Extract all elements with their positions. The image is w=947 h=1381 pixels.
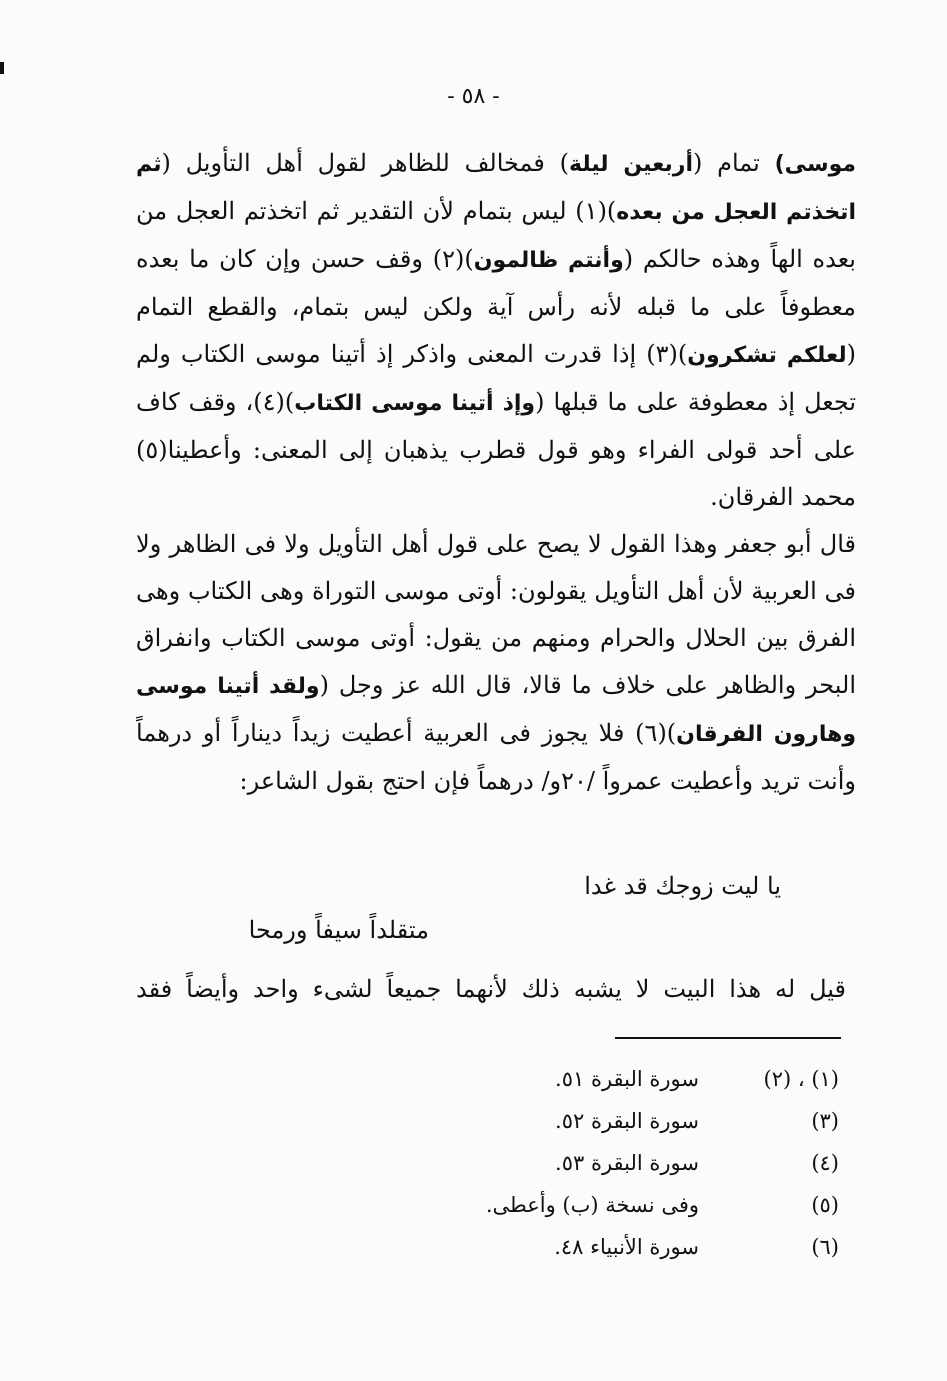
- quran-quote: ولقد أتينا موسى وهارون الفرقان: [136, 674, 857, 747]
- text-run: )(٦) فلا يجوز فى العربية أعطيت زيداً ديناراً أو درهماً وأنت تريد وأعطيت عمرواً /٢٠و/ درهماً فإن احتج بقول الشاعر:: [136, 719, 856, 795]
- text-run: ) فمخالف للظاهر لقول أهل التأويل (: [161, 149, 569, 177]
- main-text: [136, 140, 856, 805]
- footnote-number: (٥): [811, 1193, 839, 1217]
- scan-edge-mark: [0, 62, 4, 74]
- footnote: [486, 1100, 839, 1142]
- paragraph-1: [136, 140, 856, 521]
- text-run: تمام (: [693, 149, 775, 177]
- footnote-text: سورة البقرة ٥١.: [555, 1067, 699, 1091]
- quran-quote: لعلكم تشكرون: [687, 343, 847, 368]
- footnote: [486, 1142, 839, 1184]
- quran-quote: أربعين ليلة: [569, 152, 694, 177]
- footnote-number: (٤): [811, 1151, 839, 1175]
- footnote-number: (٣): [811, 1109, 839, 1133]
- footnote-text: سورة الأنبياء ٤٨.: [554, 1235, 699, 1259]
- verse-line-2: متقلداً سيفاً ورمحا: [248, 916, 429, 944]
- footnote: [486, 1226, 839, 1268]
- footnote: [486, 1184, 839, 1226]
- closing-line: قيل له هذا البيت لا يشبه ذلك لأنهما جميعاً لشىء واحد وأيضاً فقد: [136, 975, 846, 1003]
- footnote: [486, 1058, 839, 1100]
- footnote-text: وفى نسخة (ب) وأعطى.: [485, 1193, 699, 1217]
- verse-line-1: يا ليت زوجك قد غدا: [584, 872, 781, 900]
- footnote-text: سورة البقرة ٥٣.: [555, 1151, 699, 1175]
- paragraph-2: [136, 521, 856, 805]
- footnote-number: (١) ، (٢): [763, 1067, 839, 1091]
- text-run: قال أبو جعفر وهذا القول لا يصح على قول أهل التأويل ولا فى الظاهر ولا فى العربية لأن أهل التأويل يقولون: أوتى موسى التوراة وهى الكتاب وهى الفرق بين الحلال والحرام ومنهم من يقول: أوتى موسى الكتاب وانفراق البحر والظاهر على خلاف ما قالا، قال الله عز وجل (: [136, 530, 856, 699]
- quran-quote: ثم اتخذتم العجل من بعده: [136, 152, 856, 225]
- footnote-divider: [615, 1037, 841, 1039]
- text-run: )(٢) وقف حسن وإن كان ما بعده معطوفاً على ما قبله لأنه رأس آية ولكن ليس بتمام، والقطع التمام (: [136, 245, 857, 368]
- text-run: )(٤)، وقف كاف على أحد قولى الفراء وهو قول قطرب يذهبان إلى المعنى: وأعطينا(٥) محمد الفرقان.: [136, 388, 856, 511]
- text-run: )(١) ليس بتمام لأن التقدير ثم اتخذتم العجل من بعده الهاً وهذه حالكم (: [136, 197, 856, 273]
- page-number: - ٥٨ -: [447, 84, 500, 109]
- text-run: )(٣) إذا قدرت المعنى واذكر إذ أتينا موسى الكتاب ولم تجعل إذ معطوفة على ما قبلها (: [136, 340, 857, 416]
- quran-quote: موسى): [774, 152, 856, 177]
- quran-quote: وإذ أتينا موسى الكتاب: [294, 391, 536, 416]
- footnote-text: سورة البقرة ٥٢.: [555, 1109, 699, 1133]
- quran-quote: وأنتم ظالمون: [473, 248, 624, 273]
- footnote-number: (٦): [811, 1235, 839, 1259]
- footnotes: [486, 1058, 839, 1268]
